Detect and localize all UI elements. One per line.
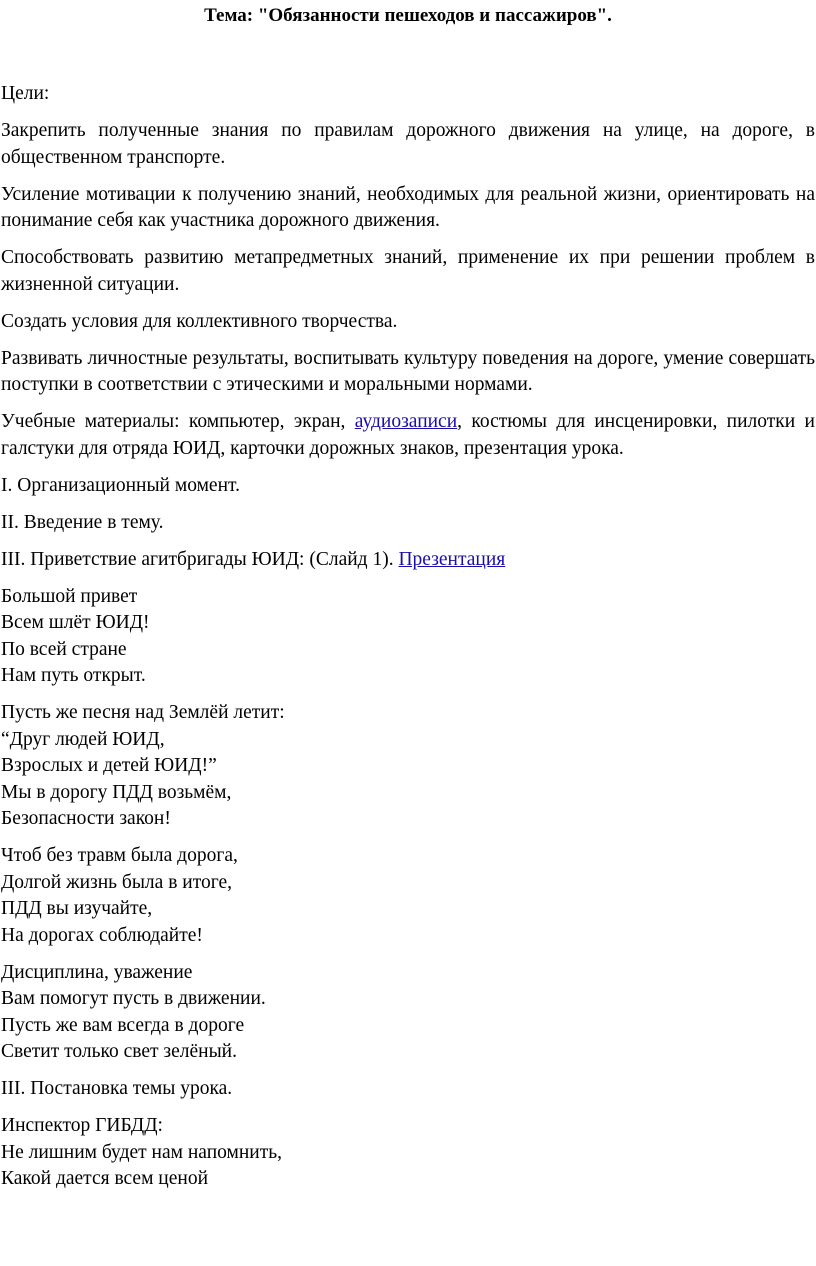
verse-line: Безопасности закон! xyxy=(1,808,171,829)
goal-paragraph: Развивать личностные результаты, воспитывать культуру поведения на дороге, умение совершать поступки в соответствии с этическими и моральными нормами. xyxy=(1,347,815,395)
verse-line: Вам помогут пусть в движении. xyxy=(1,988,266,1009)
verse-line: Какой дается всем ценой xyxy=(1,1168,209,1189)
presentation-link[interactable]: Презентация xyxy=(398,548,506,570)
goals-heading: Цели: xyxy=(1,83,50,104)
audio-recordings-link[interactable]: аудиозаписи xyxy=(354,411,458,432)
verse-line: Пусть же вам всегда в дороге xyxy=(1,1014,245,1036)
goal-paragraph: Способствовать развитию метапредметных знаний, применение их при решении проблем в жизненной ситуации. xyxy=(1,247,815,295)
inspector-stanza xyxy=(1,1113,815,1193)
section-heading: III. Постановка темы урока. xyxy=(1,1078,233,1099)
verse-line: Большой привет xyxy=(1,585,138,607)
verse-line: Не лишним будет нам напомнить, xyxy=(1,1141,283,1163)
verse-stanza xyxy=(1,700,815,833)
section-heading: I. Организационный момент. xyxy=(1,474,240,496)
materials-paragraph xyxy=(1,409,815,462)
verse-line: Инспектор ГИБДД: xyxy=(1,1115,163,1136)
section-heading xyxy=(1,547,815,574)
verse-line: Пусть же песня над Землёй летит: xyxy=(1,702,285,723)
verse-line: Нам путь открыт. xyxy=(1,665,146,686)
verse-line: На дорогах соблюдайте! xyxy=(1,924,203,946)
goal-paragraph: Закрепить полученные знания по правилам дорожного движения на улице, на дороге, в общественном транспорте. xyxy=(1,120,815,168)
materials-text-after: , костюмы для инсценировки, пилотки и галстуки для отряда ЮИД, карточки дорожных знаков, презентация урока. xyxy=(1,411,815,459)
verse-line: “Друг людей ЮИД, xyxy=(1,728,165,750)
materials-text-before: Учебные материалы: компьютер, экран, xyxy=(1,411,355,432)
goal-paragraph: Усиление мотивации к получению знаний, необходимых для реальной жизни, ориентировать на понимание себя как участника дорожного движения. xyxy=(1,183,815,231)
verse-line: Мы в дорогу ПДД возьмём, xyxy=(1,781,232,803)
verse-stanza xyxy=(1,960,815,1066)
verse-line: Долгой жизнь была в итоге, xyxy=(1,871,233,893)
verse-stanza xyxy=(1,584,815,690)
document-body xyxy=(1,81,815,1203)
verse-line: Светит только свет зелёный. xyxy=(1,1041,237,1062)
verse-line: ПДД вы изучайте, xyxy=(1,898,153,919)
verse-line: По всей стране xyxy=(1,638,127,660)
verse-line: Взрослых и детей ЮИД!” xyxy=(1,755,217,776)
section-text: III. Приветствие агитбригады ЮИД: (Слайд 1). xyxy=(1,548,399,570)
verse-line: Дисциплина, уважение xyxy=(1,961,193,983)
verse-line: Всем шлёт ЮИД! xyxy=(1,612,150,633)
section-heading: II. Введение в тему. xyxy=(1,511,164,533)
verse-stanza xyxy=(1,843,815,949)
document-title: Тема: "Обязанности пешеходов и пассажиров". xyxy=(204,5,612,26)
goal-paragraph: Создать условия для коллективного творчества. xyxy=(1,310,398,332)
verse-line: Чтоб без травм была дорога, xyxy=(1,845,238,866)
